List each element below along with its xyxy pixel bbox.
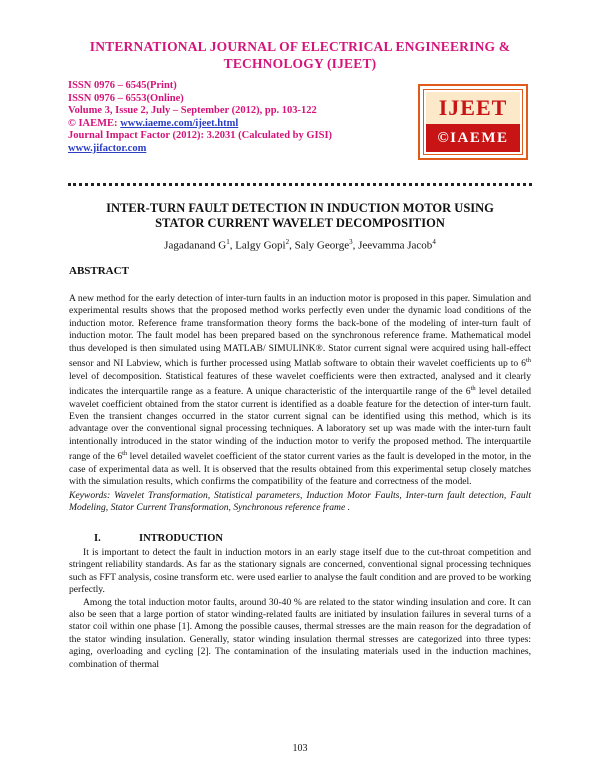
website-link[interactable]: www.iaeme.com/ijeet.html	[120, 117, 239, 129]
author-name: Saly George	[294, 239, 350, 252]
journal-meta	[68, 80, 428, 156]
abstract-part: level detailed wavelet coefficient obtained from the stator current is identified as a doable feature for the detection of inter-turn fault. Even the transient changes occurred in the stator current signal can be identified using this method, which is its advantage over the conventional signal processing techniques. A laboratory set up was made with the inter-turn fault intentionally introduced in the stator winding of the induction motor to verify the proposed method. The interquartile range of the 6	[69, 386, 531, 463]
logo-bottom-text: ©IAEME	[426, 124, 520, 152]
impact-factor: Journal Impact Factor (2012): 3.2031 (Calculated by GISI)	[68, 130, 333, 142]
dotted-divider	[68, 183, 532, 186]
paper-title-line1: INTER-TURN FAULT DETECTION IN INDUCTION MOTOR USING	[106, 201, 494, 215]
author-name: Jagadanand G	[164, 239, 227, 252]
abstract-text	[69, 293, 531, 489]
intro-paragraph: Among the total induction motor faults, around 30-40 % are related to the stator winding insulation and core. It can also be seen that a large portion of stator winding-related faults are initiated by insulation failures in several turns of a stator coil within one phase [1]. Among the possible causes, thermal stresses are the main reason for the degradation of the stator winding insulation. Generally, stator winding insulation thermal stresses are categorized into three types: aging, overloading and cycling [2]. The contamination of the insulating materials used in the induction machines, combination of thermal	[69, 596, 531, 670]
intro-paragraph: It is important to detect the fault in induction motors in an early stage itself due to the cut-throat competition and stringent reliability standards. As far as the stationary signals are concerned, conventional signal processing techniques such as FFT analysis, cosine transform etc. were used earlier to analyse the fault condition and are proved to be working perfectly.	[69, 547, 531, 596]
volume-info: Volume 3, Issue 2, July – September (2012), pp. 103-122	[68, 105, 317, 117]
author-name: Jeevamma Jacob	[358, 239, 433, 252]
author-name: Lalgy Gopi	[235, 239, 286, 252]
section-title: INTRODUCTION	[139, 533, 224, 544]
paper-title-line2: STATOR CURRENT WAVELET DECOMPOSITION	[155, 215, 445, 230]
ordinal-sup: th	[470, 385, 476, 393]
author-affiliation: 3	[349, 238, 353, 246]
ijeet-logo	[418, 84, 528, 160]
section-heading	[94, 533, 223, 544]
abstract-heading: ABSTRACT	[69, 265, 129, 277]
jifactor-link[interactable]: www.jifactor.com	[68, 142, 147, 154]
copyright-line	[68, 118, 428, 131]
page-number: 103	[292, 743, 308, 754]
journal-title-line1: INTERNATIONAL JOURNAL OF ELECTRICAL ENGINEERING &	[89, 39, 511, 54]
abstract-part: level of decomposition. Statistical features of these wavelet coefficients were then extracted, analysed and it clearly indicates the interquartile range as a feature. A unique characteristic of the interquartile range of the 6	[69, 370, 531, 398]
copyright-prefix: © IAEME:	[68, 117, 121, 129]
abstract-part: A new method for the early detection of inter-turn faults in an induction motor is proposed in this paper. Simulation and experimental results shows that the proposed method works perfectly even under the dynamic load conditions of the induction motor. Reference frame transformation theory forms the back-bone of the modeling of inter-turn fault of induction motor. The fault model has been prepared based on the synchronous reference frame. Mathematical model thus developed is then simulated using MATLAB/ SIMULINK®. Stator current signal were acquired using hall-effect sensor and NI Labview, which is further processed using Matlab software to obtain their wavelet coefficients up to 6	[69, 293, 531, 370]
ordinal-sup: th	[122, 450, 128, 458]
abstract-part: level detailed wavelet coefficient of the stator current varies as the fault is developed in the motor, in the case of experimental data as well. It is observed that the results obtained from this experimental setup closely matches with the simulation results, which confirms the compatibility of the feature and correctness of the model.	[69, 451, 531, 488]
keywords: Keywords: Wavelet Transformation, Statistical parameters, Induction Motor Faults, Inter-turn fault detection, Fault Modeling, Stator Current Transformation, Synchronous reference frame .	[69, 490, 531, 514]
author-affiliation: 2	[285, 238, 290, 246]
section-number: I.	[94, 533, 101, 544]
author-affiliation: 4	[432, 238, 436, 246]
ordinal-sup: th	[525, 357, 531, 365]
logo-top-text: IJEET	[426, 92, 520, 124]
issn-print: ISSN 0976 – 6545(Print)	[68, 80, 177, 91]
author-list: Jagadanand $G^1$, Lalgy Gopi$^2$, Saly George$^3$, Jeevamma Jacob$^4$	[164, 238, 436, 252]
issn-online: ISSN 0976 – 6553(Online)	[68, 92, 184, 104]
paper-title	[60, 201, 540, 230]
author-affiliation: 1	[226, 238, 230, 246]
journal-title-line2: TECHNOLOGY (IJEET)	[223, 56, 377, 71]
journal-title	[60, 38, 540, 72]
introduction-text	[69, 547, 531, 671]
